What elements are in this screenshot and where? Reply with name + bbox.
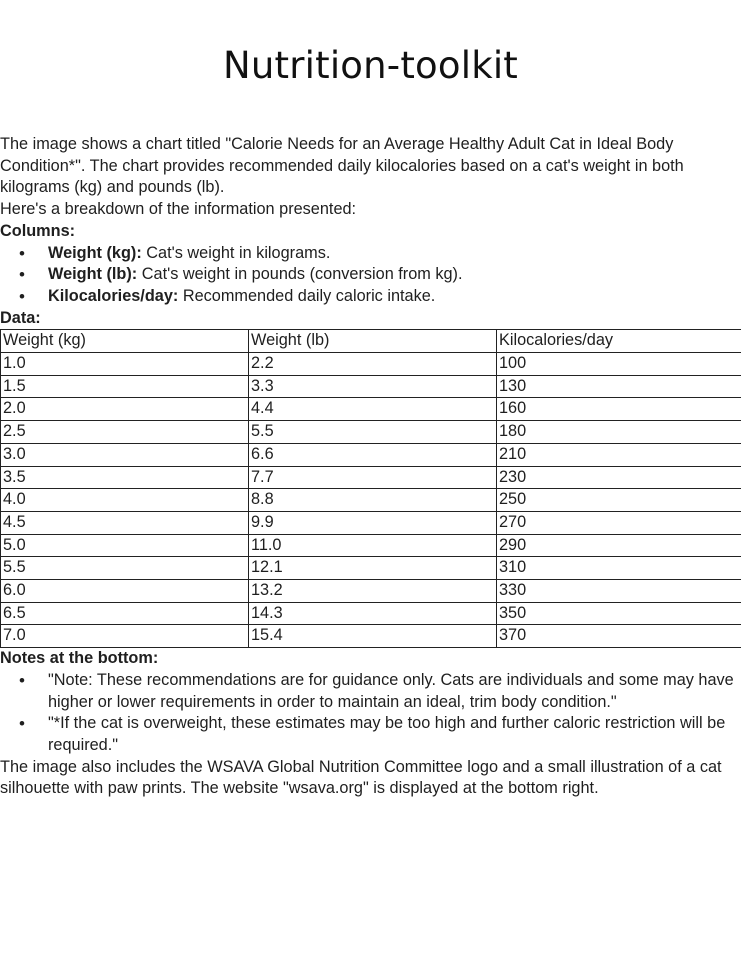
columns-list (0, 243, 741, 308)
intro-paragraph: The image shows a chart titled "Calorie Needs for an Average Healthy Adult Cat in Ideal Body Condition*". The chart provides recommended daily kilocalories based on a cat's weight in both kilograms (kg) and pounds (lb). (0, 135, 684, 197)
cell-kilocalories: 350 (497, 602, 741, 625)
cell-kilocalories: 270 (497, 511, 741, 534)
cell-kilocalories: 160 (497, 398, 741, 421)
list-item: • "Note: These recommendations are for guidance only. Cats are individuals and some may have higher or lower requirements in order to maintain an ideal, trim body condition." (0, 670, 741, 713)
cell-kilocalories: 100 (497, 353, 741, 376)
list-item (0, 286, 741, 308)
cell-weight-kg: 6.0 (1, 580, 249, 603)
column-term: Kilocalories/day: (48, 286, 179, 305)
notes-heading: Notes at the bottom: (0, 649, 159, 668)
table-row (1, 580, 741, 603)
table-row (1, 534, 741, 557)
cell-weight-lb: 15.4 (249, 625, 497, 648)
table-header-row (1, 330, 741, 353)
closing-paragraph: The image also includes the WSAVA Global Nutrition Committee logo and a small illustration of a cat silhouette with paw prints. The website "wsava.org" is displayed at the bottom right. (0, 757, 722, 798)
cell-weight-kg: 2.0 (1, 398, 249, 421)
header-weight-kg: Weight (kg) (1, 330, 249, 353)
cell-weight-lb: 2.2 (249, 353, 497, 376)
table-row (1, 511, 741, 534)
cell-weight-lb: 11.0 (249, 534, 497, 557)
cell-weight-lb: 6.6 (249, 443, 497, 466)
data-table (0, 329, 741, 648)
list-item (0, 264, 741, 286)
cell-kilocalories: 370 (497, 625, 741, 648)
table-row (1, 625, 741, 648)
table-row (1, 489, 741, 512)
cell-weight-kg: 5.0 (1, 534, 249, 557)
header-kilocalories: Kilocalories/day (497, 330, 741, 353)
cell-weight-kg: 3.5 (1, 466, 249, 489)
cell-weight-lb: 8.8 (249, 489, 497, 512)
table-row (1, 353, 741, 376)
table-row (1, 557, 741, 580)
data-heading: Data: (0, 308, 41, 327)
cell-kilocalories: 310 (497, 557, 741, 580)
breakdown-line: Here's a breakdown of the information presented: (0, 200, 357, 219)
cell-weight-kg: 7.0 (1, 625, 249, 648)
cell-weight-kg: 1.5 (1, 375, 249, 398)
column-description: Cat's weight in kilograms. (141, 243, 331, 262)
cell-weight-lb: 3.3 (249, 375, 497, 398)
cell-weight-kg: 4.5 (1, 511, 249, 534)
table-row (1, 602, 741, 625)
cell-weight-lb: 4.4 (249, 398, 497, 421)
table-row (1, 375, 741, 398)
notes-list (0, 670, 741, 757)
cell-weight-kg: 3.0 (1, 443, 249, 466)
cell-weight-kg: 4.0 (1, 489, 249, 512)
column-term: Weight (kg): (48, 243, 142, 262)
cell-kilocalories: 210 (497, 443, 741, 466)
cell-kilocalories: 250 (497, 489, 741, 512)
column-term: Weight (lb): (48, 265, 138, 284)
document-body (0, 134, 741, 800)
table-row (1, 398, 741, 421)
table-row (1, 466, 741, 489)
page-title: Nutrition-toolkit (222, 44, 519, 87)
columns-heading: Columns: (0, 221, 76, 240)
cell-kilocalories: 130 (497, 375, 741, 398)
table-row (1, 421, 741, 444)
cell-kilocalories: 180 (497, 421, 741, 444)
cell-weight-lb: 14.3 (249, 602, 497, 625)
list-item: • "*If the cat is overweight, these estimates may be too high and further caloric restriction will be required." (0, 713, 741, 756)
cell-kilocalories: 290 (497, 534, 741, 557)
header-weight-lb: Weight (lb) (249, 330, 497, 353)
cell-weight-lb: 5.5 (249, 421, 497, 444)
column-description: Recommended daily caloric intake. (178, 286, 436, 305)
table-row (1, 443, 741, 466)
cell-weight-lb: 7.7 (249, 466, 497, 489)
list-item (0, 243, 741, 265)
cell-weight-lb: 9.9 (249, 511, 497, 534)
cell-weight-kg: 1.0 (1, 353, 249, 376)
cell-weight-lb: 12.1 (249, 557, 497, 580)
cell-weight-lb: 13.2 (249, 580, 497, 603)
cell-kilocalories: 330 (497, 580, 741, 603)
cell-weight-kg: 2.5 (1, 421, 249, 444)
column-description: Cat's weight in pounds (conversion from kg). (137, 265, 463, 284)
cell-weight-kg: 6.5 (1, 602, 249, 625)
cell-kilocalories: 230 (497, 466, 741, 489)
cell-weight-kg: 5.5 (1, 557, 249, 580)
